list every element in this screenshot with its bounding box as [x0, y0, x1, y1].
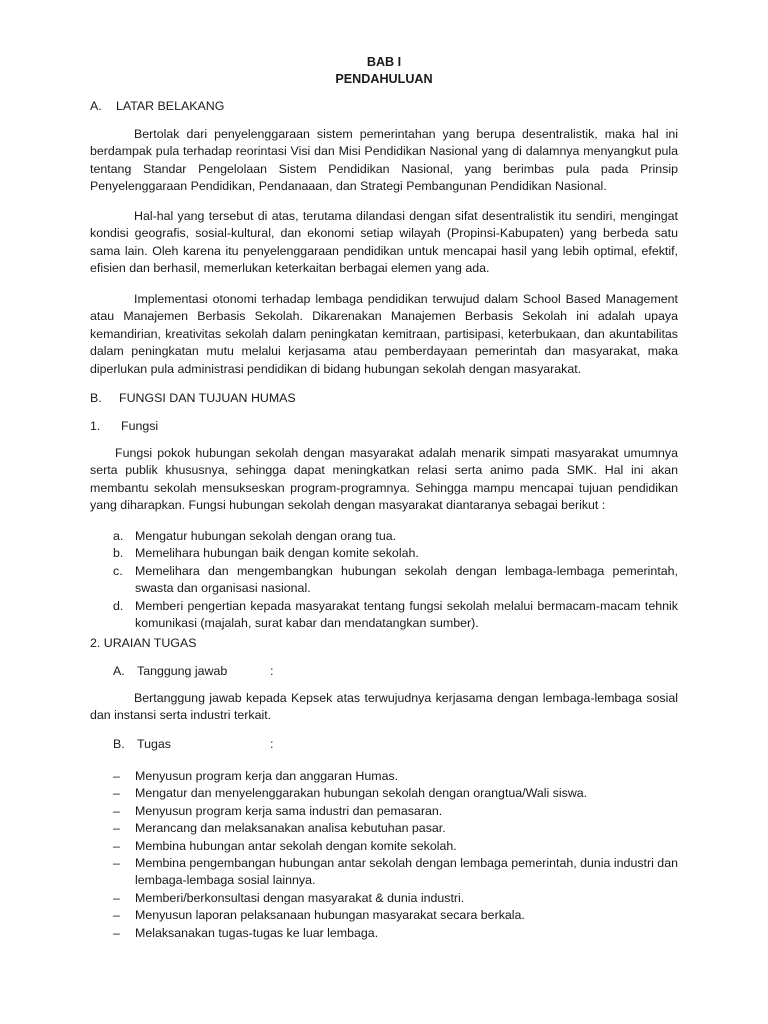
chapter-number: BAB I [366, 55, 402, 69]
list-item-text: Memberi/berkonsultasi dengan masyarakat & dunia industri. [135, 890, 465, 905]
uraian-tugas-heading: 2. URAIAN TUGAS [90, 636, 197, 650]
list-item-text: Menyusun laporan pelaksanaan hubungan masyarakat secara berkala. [135, 908, 525, 923]
list-item-text: Menyusun program kerja dan anggaran Humas. [135, 769, 399, 783]
section-b-number: B. [90, 391, 102, 405]
list-marker: d. [113, 598, 124, 613]
section-a-heading [90, 98, 224, 115]
tugas-list [90, 768, 678, 942]
dash-marker: – [113, 838, 120, 853]
dash-marker: – [113, 908, 120, 923]
tugas-label: Tugas [137, 737, 171, 751]
list-item [90, 768, 678, 785]
section-a-number: A. [90, 99, 102, 113]
list-item [90, 855, 678, 890]
subsection-title: Fungsi [121, 419, 159, 433]
fungsi-list [90, 528, 678, 632]
chapter-title: PENDAHULUAN [335, 72, 433, 86]
list-item [90, 528, 678, 545]
list-marker: b. [113, 546, 124, 561]
tanggung-jawab-number: A. [113, 664, 125, 678]
section-b-heading [90, 390, 296, 407]
dash-marker: – [113, 786, 120, 801]
list-item-text: Mengatur hubungan sekolah dengan orang tua. [135, 529, 397, 543]
section-a-paragraph-3: Implementasi otonomi terhadap lembaga pendidikan terwujud dalam School Based Management atau Manajemen Berbasis Sekolah. Dikarenakan Manajemen Berbasis Sekolah ini adalah upaya kemandirian, kreativitas sekolah dalam peningkatan kemitraan, partisipasi, keterbukaan, dan akuntabilitas dalam peningkatan mutu melalui kerjasama atau pemberdayaan pemerintah dan masyarakat, maka diperlukan pula administrasi pendidikan di bidang hubungan sekolah dengan masyarakat. [90, 292, 678, 376]
list-item-text: Merancang dan melaksanakan analisa kebutuhan pasar. [135, 821, 446, 836]
dash-marker: – [113, 890, 120, 905]
subsection-number: 1. [90, 419, 101, 433]
list-item [90, 820, 678, 837]
tugas-number: B. [113, 737, 125, 751]
list-item [90, 563, 678, 598]
list-marker: c. [113, 563, 123, 578]
tugas-colon: : [270, 737, 274, 751]
list-item [90, 925, 678, 942]
list-item-text: Melaksanakan tugas-tugas ke luar lembaga. [135, 925, 379, 940]
section-a-paragraph-2: Hal-hal yang tersebut di atas, terutama dilandasi dengan sifat desentralistik itu sendiri, mengingat kondisi geografis, sosial-kultural, dan ekonomi setiap wilayah (Propinsi-Kabupaten) yang berbeda satu sama lain. Oleh karena itu penyelenggaraan pendidikan untuk mencapai hasil yang lebih optimal, efektif, efisien dan berhasil, memerlukan keterkaitan berbagai elemen yang ada. [90, 209, 678, 276]
list-item [90, 598, 678, 633]
list-item [90, 890, 678, 907]
list-item [90, 907, 678, 924]
tanggung-jawab-paragraph: Bertanggung jawab kepada Kepsek atas terwujudnya kerjasama dengan lembaga-lembaga sosial dan instansi serta industri terkait. [90, 691, 678, 723]
dash-marker: – [113, 803, 120, 818]
list-item-text: Menyusun program kerja sama industri dan pemasaran. [135, 803, 443, 818]
list-marker: a. [113, 529, 124, 543]
list-item-text: Memberi pengertian kepada masyarakat tentang fungsi sekolah melalui bermacam-macam tehnik komunikasi (majalah, surat kabar dan mendatangkan sumber). [135, 598, 678, 631]
tugas-field [113, 736, 273, 753]
list-item [90, 785, 678, 802]
list-item-text: Memelihara hubungan baik dengan komite sekolah. [135, 546, 419, 561]
dash-marker: – [113, 769, 120, 783]
list-item-text: Mengatur dan menyelenggarakan hubungan sekolah dengan orangtua/Wali siswa. [135, 786, 588, 801]
dash-marker: – [113, 925, 120, 940]
dash-marker: – [113, 856, 120, 871]
tanggung-jawab-label: Tanggung jawab [137, 664, 228, 678]
section-a-paragraph-1: Bertolak dari penyelenggaraan sistem pemerintahan yang berupa desentralistik, maka hal ini berdampak pula terhadap reorintasi Visi dan Misi Pendidikan Nasional yang di dalamnya menyangkut pula tentang Standar Pengelolaan Sistem Pendidikan Nasional, yang berimbas pula pada Prinsip Penyelenggaraan Pendidikan, Pendanaaan, dan Strategi Pembangunan Pendidikan Nasional. [90, 127, 678, 194]
list-item [90, 838, 678, 855]
list-item-text: Membina hubungan antar sekolah dengan komite sekolah. [135, 838, 457, 853]
tanggung-jawab-field [113, 663, 273, 680]
list-item-text: Memelihara dan mengembangkan hubungan sekolah dengan lembaga-lembaga pemerintah, swasta dan organisasi nasional. [135, 563, 678, 596]
section-b-title: FUNGSI DAN TUJUAN HUMAS [119, 391, 296, 405]
fungsi-paragraph: Fungsi pokok hubungan sekolah dengan masyarakat adalah menarik simpati masyarakat umumnya serta publik khususnya, sehingga dapat meningkatkan relasi serta animo pada SMK. Hal ini akan membantu sekolah mensukseskan program-programnya. Sehingga mampu mencapai tujuan pendidikan yang diharapkan. Fungsi hubungan sekolah dengan masyarakat diantaranya sebagai berikut : [90, 446, 678, 513]
section-a-title: LATAR BELAKANG [116, 99, 225, 113]
list-item-text: Membina pengembangan hubungan antar sekolah dengan lembaga pemerintah, dunia industri dan lembaga-lembaga sosial lainnya. [135, 856, 678, 888]
subsection-fungsi-heading [90, 418, 158, 435]
tanggung-jawab-colon: : [270, 664, 274, 678]
list-item [90, 803, 678, 820]
dash-marker: – [113, 821, 120, 836]
list-item [90, 545, 678, 562]
